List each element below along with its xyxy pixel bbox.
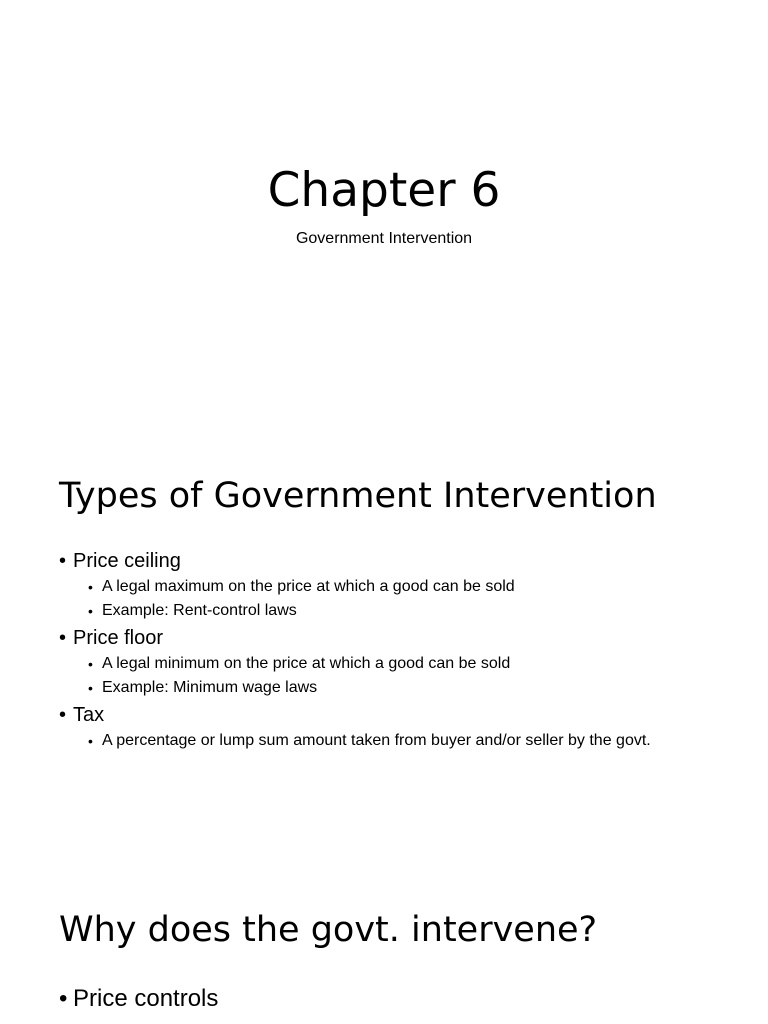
sub-bullet-item [59,731,699,751]
sub-bullet-text: Example: Rent-control laws [102,602,297,619]
bullet-dot-icon: • [59,704,67,726]
bullet-item [59,625,699,651]
bullet-item [59,984,699,1014]
bullet-text: Price controls [73,985,219,1012]
bullet-dot-icon: • [59,627,67,649]
bullet-text: Price floor [73,627,164,649]
bullet-text: Tax [73,704,105,726]
bullet-item [59,702,699,728]
bullet-list [59,548,699,755]
bullet-dot-icon: • [88,733,93,749]
bullet-dot-icon: • [59,550,67,572]
sub-bullet-text: A legal minimum on the price at which a good can be sold [102,655,511,672]
slide-title [0,0,768,432]
sub-bullet-text: Example: Minimum wage laws [102,679,318,696]
sub-bullet-item [59,678,699,698]
chapter-subtitle: Government Intervention [295,230,473,247]
bullet-text: Price ceiling [73,550,181,572]
sub-bullet-item [59,654,699,674]
slide-why-intervene [0,864,768,1024]
sub-bullet-item [59,601,699,621]
slide-types-of-intervention [0,432,768,864]
chapter-title: Chapter 6 [267,163,501,218]
sub-bullet-list [59,731,699,751]
slide-heading: Why does the govt. intervene? [59,910,598,950]
bullet-dot-icon: • [88,579,93,595]
bullet-dot-icon: • [88,656,93,672]
bullet-dot-icon: • [88,680,93,696]
bullet-item [59,548,699,574]
sub-bullet-list [59,577,699,621]
bullet-list [59,984,699,1016]
bullet-dot-icon: • [88,603,93,619]
sub-bullet-text: A percentage or lump sum amount taken from buyer and/or seller by the govt. [102,732,651,749]
bullet-dot-icon: • [59,985,68,1012]
sub-bullet-list [59,654,699,698]
sub-bullet-text: A legal maximum on the price at which a good can be sold [102,578,515,595]
sub-bullet-item [59,577,699,597]
slide-heading: Types of Government Intervention [59,476,657,516]
